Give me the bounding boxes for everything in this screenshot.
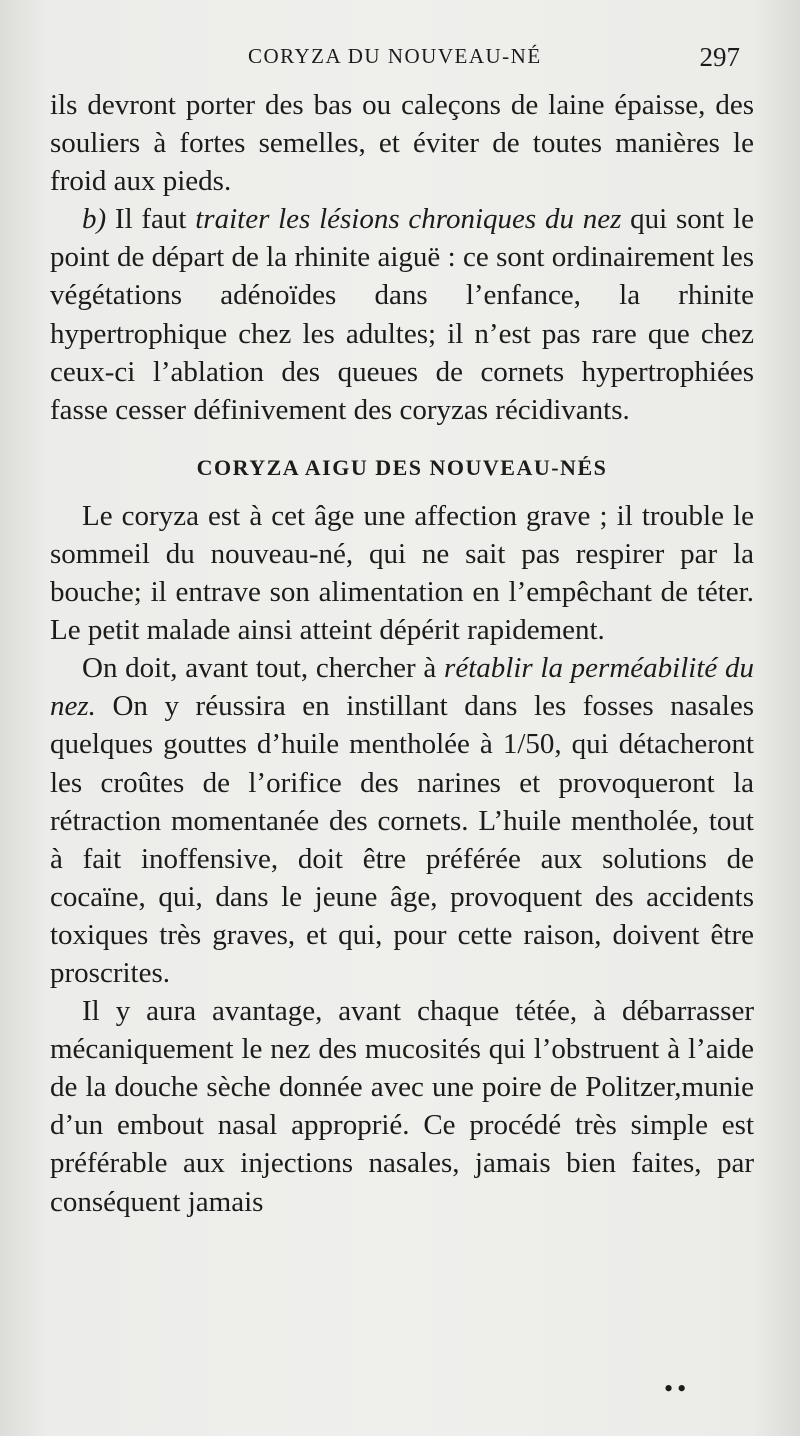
paragraph-5: Il y aura avantage, avant chaque tétée, à débarrasser mécaniquement le nez des mucosités qui l’obstruent à l’aide de la douche sèche donnée avec une poire de Politzer,munie d’un embout nasal approprié. Ce procédé très simple est préférable aux injections nasales, jamais bien faites, par conséquent jamais (50, 995, 754, 1218)
body-text (50, 86, 754, 1221)
paragraph-4-emphasis: rétablir la perméabilité du nez. (50, 652, 754, 723)
running-title: CORYZA DU NOUVEAU-NÉ (248, 44, 542, 68)
paragraph-2-emphasis: traiter les lésions chroniques du nez (195, 203, 622, 236)
paragraph-3: Le coryza est à cet âge une affection grave ; il trouble le sommeil du nouveau-né, qui ne sait pas respirer par la bouche; il entrave son alimentation en l’empêchant de téter. Le petit malade ainsi atteint dépérit rapidement. (50, 499, 754, 647)
running-head (0, 44, 800, 78)
paragraph-2-rest: qui sont le point de départ de la rhinite aiguë : ce sont ordinairement les végétations adénoïdes dans l’enfance, la rhinite hypertrophique chez les adultes; il n’est pas rare que chez ceux-ci l’ablation des queues de cornets hypertrophiées fasse cesser définivement des coryzas récidivants. (50, 203, 754, 426)
paragraph-2-lead: Il faut (106, 203, 196, 236)
section-heading: CORYZA AIGU DES NOUVEAU-NÉS (196, 454, 608, 480)
paragraph-4 (50, 649, 754, 992)
paragraph-4-rest: On y réussira en instillant dans les fosses nasales quelques gouttes d’huile mentholée à 1/50, qui détacheront les croûtes de l’orifice des narines et provoqueront la rétraction momentanée des cornets. L’huile mentholée, tout à fait inoffensive, doit être préférée aux solutions de cocaïne, qui, dans le jeune âge, provoquent des accidents toxiques très graves, et qui, pour cette raison, doivent être proscrites. (50, 690, 754, 989)
page-number: 297 (699, 42, 740, 72)
paragraph-1: ils devront porter des bas ou caleçons de laine épaisse, des souliers à fortes semelles, et éviter de toutes manières le froid aux pieds. (50, 89, 754, 198)
list-marker: b) (82, 203, 107, 236)
signature-mark: •• (664, 1374, 691, 1403)
paragraph-4-lead: On doit, avant tout, chercher à (82, 652, 445, 685)
paragraph-2 (50, 200, 754, 429)
